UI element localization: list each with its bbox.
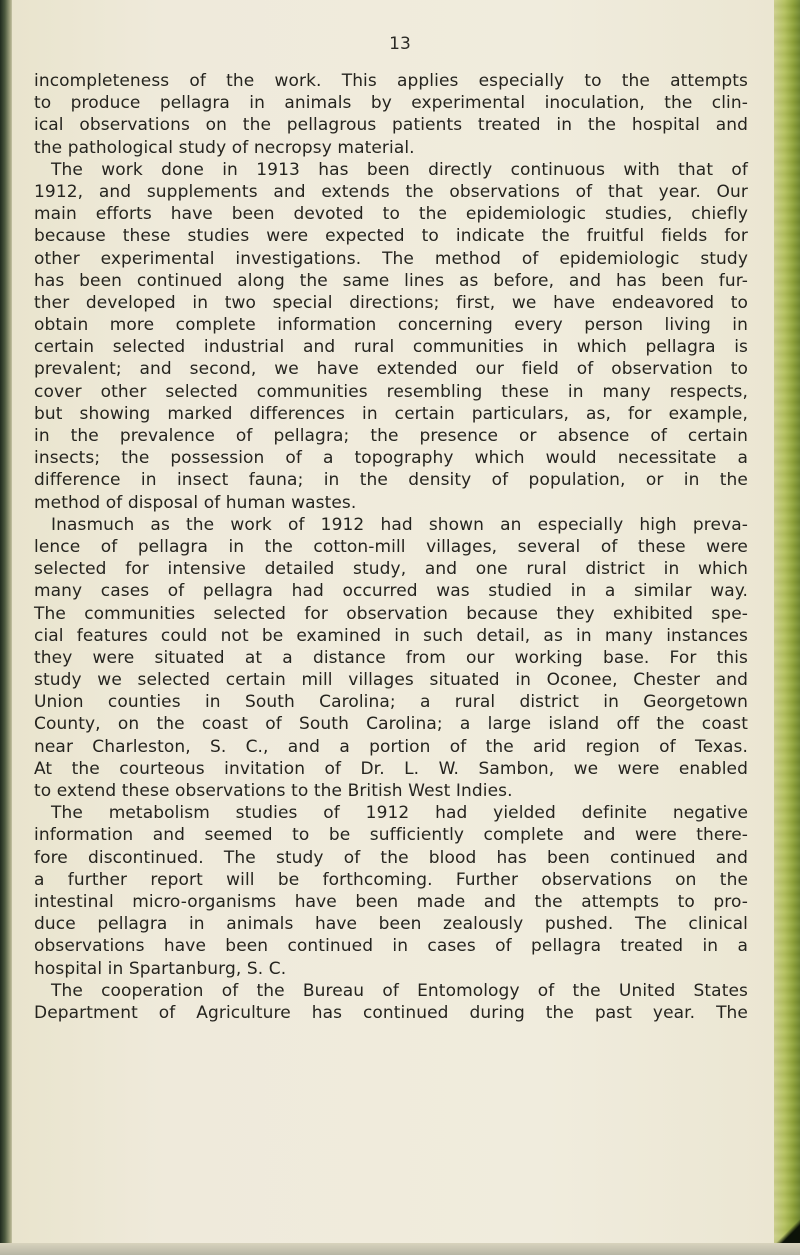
- text-line: incompleteness of the work. This applies especially to the attempts: [34, 71, 748, 91]
- text-line: in the prevalence of pellagra; the presence or absence of certain: [34, 426, 748, 446]
- text-line: obtain more complete information concerning every person living in: [34, 315, 748, 336]
- text-line: The work done in 1913 has been directly continuous with that of: [51, 159, 748, 180]
- text-line: intestinal micro-organisms have been made and the attempts to pro-: [34, 891, 748, 912]
- text-line: method of disposal of human wastes.: [34, 492, 357, 513]
- text-line: ther developed in two special directions; first, we have endeavored to: [34, 292, 748, 313]
- text-line: because these studies were expected to indicate the fruitful fields for: [34, 226, 748, 247]
- text-line: selected for intensive detailed study, and one rural district in which: [34, 559, 748, 580]
- body-text: [34, 70, 748, 1024]
- text-line: but showing marked differences in certain particulars, as, for example,: [34, 403, 748, 424]
- text-line: certain selected industrial and rural communities in which pellagra is: [34, 337, 748, 358]
- text-line: insects; the possession of a topography which would necessitate a: [34, 448, 748, 469]
- page-bottom-edge: [0, 1243, 800, 1255]
- text-line: information and seemed to be sufficiently complete and were there-: [34, 825, 748, 846]
- text-line: Department of Agriculture has continued during the past year. The: [34, 1002, 748, 1023]
- text-line: observations have been continued in cases of pellagra treated in a: [34, 936, 748, 957]
- text-line: The metabolism studies of 1912 had yielded definite negative: [51, 803, 748, 824]
- text-line: The cooperation of the Bureau of Entomology of the United States: [51, 980, 748, 1001]
- text-line: Union counties in South Carolina; a rural district in Georgetown: [34, 692, 748, 713]
- text-line: other experimental investigations. The method of epidemiologic study: [34, 248, 748, 269]
- text-line: the pathological study of necropsy material.: [34, 137, 415, 158]
- text-line: fore discontinued. The study of the blood has been continued and: [34, 847, 748, 868]
- page-number: 13: [389, 34, 411, 54]
- text-line: to produce pellagra in animals by experimental inoculation, the clin-: [34, 93, 748, 114]
- text-line: many cases of pellagra had occurred was studied in a similar way.: [34, 581, 748, 602]
- text-line: ical observations on the pellagrous patients treated in the hospital and: [34, 115, 748, 136]
- text-line: near Charleston, S. C., and a portion of the arid region of Texas.: [34, 736, 748, 757]
- text-line: Inasmuch as the work of 1912 had shown an especially high preva-: [51, 514, 748, 535]
- text-line: difference in insect fauna; in the density of population, or in the: [34, 470, 748, 491]
- text-line: to extend these observations to the British West Indies.: [34, 781, 513, 801]
- text-line: lence of pellagra in the cotton-mill villages, several of these were: [34, 536, 748, 557]
- text-line: County, on the coast of South Carolina; a large island off the coast: [34, 714, 748, 735]
- text-line: hospital in Spartanburg, S. C.: [34, 958, 287, 979]
- text-line: At the courteous invitation of Dr. L. W. Sambon, we were enabled: [34, 758, 748, 779]
- text-line: prevalent; and second, we have extended our field of observation to: [34, 359, 748, 380]
- text-line: study we selected certain mill villages situated in Oconee, Chester and: [34, 670, 748, 691]
- text-line: has been continued along the same lines as before, and has been fur-: [34, 270, 748, 291]
- text-line: main efforts have been devoted to the epidemiologic studies, chiefly: [34, 204, 748, 225]
- text-line: cover other selected communities resembling these in many respects,: [34, 381, 748, 402]
- text-line: cial features could not be examined in such detail, as in many instances: [34, 625, 748, 646]
- text-line: a further report will be forthcoming. Further observations on the: [34, 869, 748, 890]
- text-line: they were situated at a distance from our working base. For this: [34, 647, 748, 668]
- text-line: The communities selected for observation because they exhibited spe-: [34, 603, 748, 624]
- text-line: duce pellagra in animals have been zealously pushed. The clinical: [34, 914, 748, 935]
- page-edge-gilt: [774, 0, 800, 1255]
- text-line: 1912, and supplements and extends the observations of that year. Our: [34, 181, 748, 202]
